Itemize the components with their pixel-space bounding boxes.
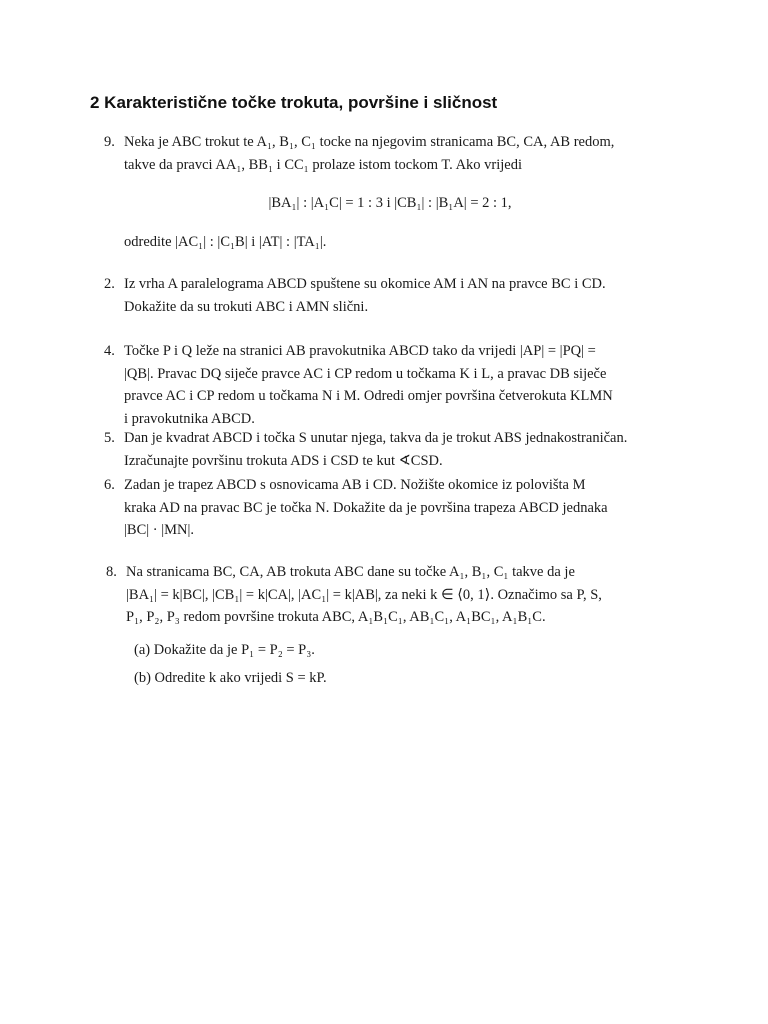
problem-line: 8. Na stranicama BC, CA, AB trokuta ABC dane su točke A₁, B₁, C₁ takve da je bbox=[106, 561, 676, 584]
problem-line: pravce AC i CP redom u točkama N i M. Odredi omjer površina četverokuta KLMN bbox=[124, 388, 613, 404]
problem-line: |BC| · |MN|. bbox=[124, 522, 195, 538]
problem-6 bbox=[104, 474, 676, 542]
problem-2 bbox=[104, 273, 676, 318]
problem-number: 9. bbox=[104, 134, 115, 150]
problem-9 bbox=[104, 131, 676, 253]
problem-number: 8. bbox=[106, 564, 117, 580]
problem-line: 6. Zadan je trapez ABCD s osnovicama AB i CD. Nožište okomice iz polovišta M bbox=[104, 474, 676, 497]
problem-5 bbox=[104, 427, 676, 472]
problem-line: Izračunajte površinu trokuta ADS i CSD te kut ∢CSD. bbox=[124, 452, 443, 469]
problem-line: 9. Neka je ABC trokut te A₁, B₁, C₁ tocke na njegovim stranicama BC, CA, AB redom, bbox=[104, 131, 676, 154]
problem-line: |QB|. Pravac DQ siječe pravce AC i CP redom u točkama K i L, a pravac DB siječe bbox=[124, 365, 607, 382]
problem-8 bbox=[106, 561, 676, 690]
problem-line: 5. Dan je kvadrat ABCD i točka S unutar njega, takva da je trokut ABS jednakostraničan. bbox=[104, 427, 676, 450]
problem-part-b: (b) Odredite k ako vrijedi S = kP. bbox=[134, 670, 327, 686]
problem-number: 4. bbox=[104, 343, 115, 359]
problem-line: kraka AD na pravac BC je točka N. Dokažite da je površina trapeza ABCD jednaka bbox=[124, 499, 608, 516]
problem-line: 4. Točke P i Q leže na stranici AB pravokutnika ABCD tako da vrijedi |AP| = |PQ| = bbox=[104, 340, 676, 363]
problem-equation: |BA₁| : |A₁C| = 1 : 3 i |CB₁| : |B₁A| = 2 : 1, bbox=[268, 195, 512, 211]
problem-line: odredite |AC₁| : |C₁B| i |AT| : |TA₁|. bbox=[124, 233, 327, 250]
problem-line: takve da pravci AA₁, BB₁ i CC₁ prolaze istom tockom T. Ako vrijedi bbox=[124, 156, 523, 173]
problem-number: 5. bbox=[104, 430, 115, 446]
problem-line: |BA₁| = k|BC|, |CB₁| = k|CA|, |AC₁| = k|AB|, za neki k ∈ ⟨0, 1⟩. Označimo sa P, S, bbox=[126, 586, 602, 603]
problem-number: 6. bbox=[104, 477, 115, 493]
problem-part-a: (a) Dokažite da je P₁ = P₂ = P₃. bbox=[134, 641, 315, 658]
problem-line: 2. Iz vrha A paralelograma ABCD spuštene su okomice AM i AN na pravce BC i CD. bbox=[104, 273, 676, 296]
problem-number: 2. bbox=[104, 276, 115, 292]
problem-line: i pravokutnika ABCD. bbox=[124, 410, 255, 427]
problem-4 bbox=[104, 340, 676, 430]
page-title: 2 Karakteristične točke trokuta, površine i sličnost bbox=[90, 93, 498, 112]
problem-line: Dokažite da su trokuti ABC i AMN slični. bbox=[124, 298, 369, 315]
problem-line: P₁, P₂, P₃ redom površine trokuta ABC, A₁B₁C₁, AB₁C₁, A₁BC₁, A₁B₁C. bbox=[126, 609, 546, 625]
